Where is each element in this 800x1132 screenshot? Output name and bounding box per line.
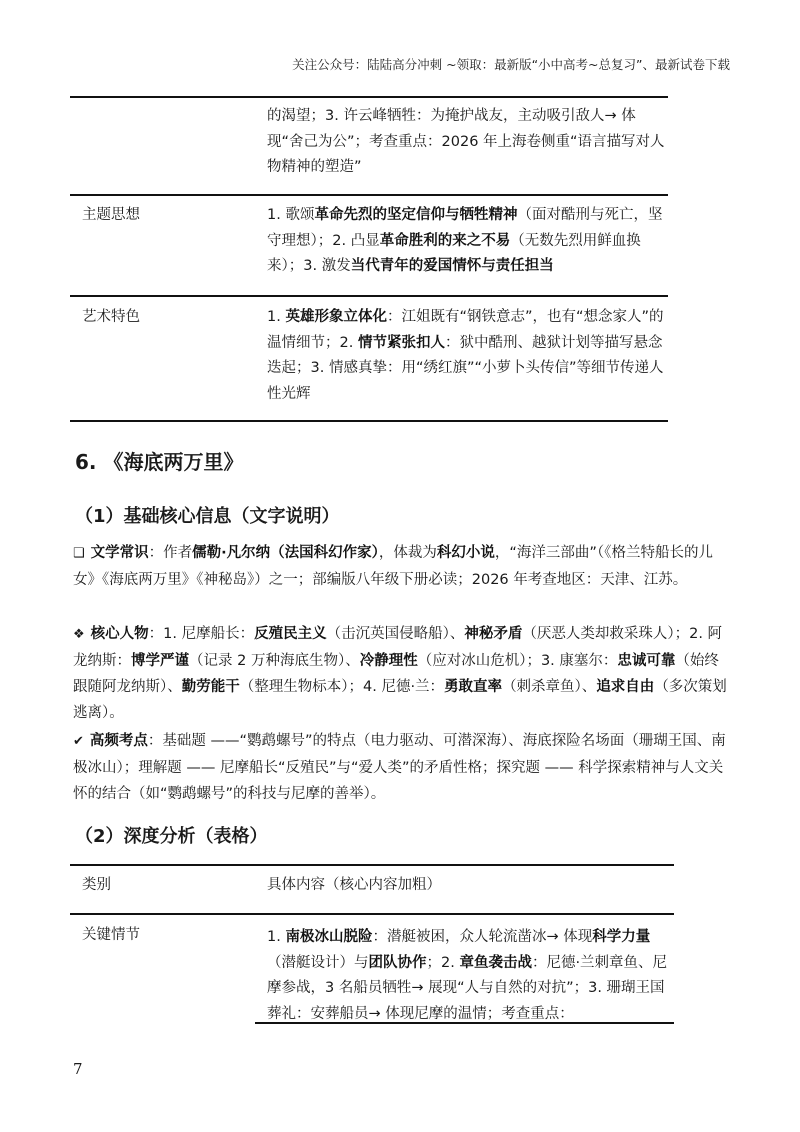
- text: 1.: [267, 929, 286, 945]
- text: ：潜艇被困，众人轮流凿冰→ 体现: [372, 929, 593, 945]
- text: （厌恶人类却救采珠人）；2. 阿龙纳斯：: [73, 626, 723, 669]
- column-header-category: 类别: [82, 877, 111, 893]
- row-label-theme: 主题思想: [82, 207, 140, 223]
- text: ，体裁为: [378, 545, 437, 561]
- text: ：狱中酷刑、越狱计划等描写悬念迭起；3. 情感真挚：用“绣红旗”“小萝卜头传信”等细节传递人性光辉: [267, 334, 664, 402]
- section-title: 6. 《海底两万里》: [75, 450, 244, 474]
- bold-text: 儒勒·凡尔纳（法国科幻作家）: [192, 545, 379, 561]
- text: ：1. 尼摩船长：: [148, 626, 255, 642]
- text: （无数先烈用鲜血换来）；3. 激发: [267, 232, 641, 275]
- text: （多次策划逃离）。: [73, 679, 727, 721]
- bold-text: 冷静理性: [359, 653, 418, 669]
- bold-text: 勤劳能干: [181, 679, 240, 695]
- table-rule: [70, 420, 668, 422]
- bold-text: 南极冰山脱险: [285, 929, 373, 945]
- bold-text: 博学严谨: [131, 653, 189, 669]
- bold-text: 科学力量: [592, 929, 651, 945]
- bold-label: 文学常识: [90, 545, 149, 561]
- table-rule: [70, 194, 668, 196]
- page-number: 7: [73, 1060, 83, 1078]
- diamond-bullet-icon: ❖: [73, 627, 85, 642]
- text: ：作者: [148, 545, 193, 561]
- bold-label: 高频考点: [89, 733, 148, 749]
- exam-points: [73, 728, 729, 807]
- core-characters: [73, 621, 729, 726]
- bold-text: 忠诚可靠: [617, 653, 676, 669]
- text: （刺杀章鱼）、: [502, 679, 597, 695]
- text: ；2.: [426, 954, 460, 971]
- check-icon: ✔: [73, 734, 84, 749]
- bold-text: 革命胜利的来之不易: [379, 232, 511, 249]
- table-cell-content: [267, 203, 667, 280]
- table-rule: [70, 864, 674, 866]
- literary-knowledge: [73, 540, 729, 593]
- bold-text: 神秘矛盾: [464, 626, 523, 642]
- bold-text: 团队协作: [368, 954, 427, 971]
- text: （整理生物标本）；4. 尼德·兰：: [239, 679, 445, 695]
- page-header: 关注公众号：陆陆高分冲刺 ~领取：最新版“小中高考~总复习”、最新试卷下载: [292, 57, 730, 72]
- bold-text: 章鱼袭击战: [459, 954, 532, 971]
- table-cell-content: 的渴望；3. 许云峰牺牲：为掩护战友，主动吸引敌人→ 体现“舍己为公”；考查重点：2026 年上海卷侧重“语言描写对人物精神的塑造”: [267, 108, 665, 176]
- text: 1. 歌颂: [267, 207, 315, 223]
- bold-text: 勇敢直率: [444, 679, 503, 695]
- bold-text: 英雄形象立体化: [285, 309, 387, 325]
- text: （记录 2 万种海底生物）、: [189, 653, 360, 669]
- column-header-content: 具体内容（核心内容加粗）: [267, 877, 441, 893]
- table-cell-content: [267, 305, 667, 407]
- text: （击沉英国侵略船）、: [326, 626, 465, 642]
- table-rule: [70, 96, 668, 98]
- bold-text: 追求自由: [596, 679, 655, 695]
- text: ：基础题 ——“鹦鹉螺号”的特点（电力驱动、可潜深海）、海底探险名场面（珊瑚王国、南极冰山）；理解题 —— 尼摩船长“反殖民”与“爱人类”的矛盾性格；探究题 —— 科学探索精神与人文关怀的结合（如“鹦鹉螺号”的科技与尼摩的善举）。: [73, 733, 726, 802]
- text: ，“海洋三部曲”（《格兰特船长的儿女》《海底两万里》《神秘岛》）之一；部编版八年级下册必读；2026 年考查地区：天津、江苏。: [73, 545, 713, 588]
- bold-text: 当代青年的爱国情怀与责任担当: [350, 258, 554, 275]
- subsection-title: （1）基础核心信息（文字说明）: [75, 506, 340, 527]
- text: （潜艇设计）与: [267, 954, 369, 971]
- bold-text: 反殖民主义: [254, 626, 327, 642]
- text: （应对冰山危机）；3. 康塞尔：: [417, 653, 618, 669]
- row-label-art: 艺术特色: [82, 309, 140, 325]
- bold-text: 情节紧张扣人: [357, 334, 445, 351]
- text: 1.: [267, 309, 286, 325]
- row-label-plot: 关键情节: [82, 927, 140, 943]
- text: ：江姐既有“钢铁意志”，也有“想念家人”的温情细节；2.: [267, 309, 664, 351]
- bold-text: 科幻小说: [436, 545, 495, 561]
- bold-label: 核心人物: [90, 626, 149, 642]
- text: （面对酷刑与死亡，坚守理想）；2. 凸显: [267, 207, 663, 249]
- table-rule: [255, 1022, 674, 1024]
- table-rule: [70, 913, 674, 915]
- subsection-title: （2）深度分析（表格）: [75, 826, 268, 847]
- table-rule: [70, 295, 668, 297]
- table-cell-content: [267, 925, 675, 1027]
- text: ：尼德·兰刺章鱼、尼摩参战，3 名船员牺牲→ 展现“人与自然的对抗”；3. 珊瑚王国葬礼：安葬船员→ 体现尼摩的温情；考查重点：: [267, 954, 668, 1022]
- square-bullet-icon: ❑: [73, 546, 85, 561]
- text: （始终跟随阿龙纳斯）、: [73, 653, 719, 695]
- bold-text: 革命先烈的坚定信仰与牺牲精神: [314, 207, 518, 223]
